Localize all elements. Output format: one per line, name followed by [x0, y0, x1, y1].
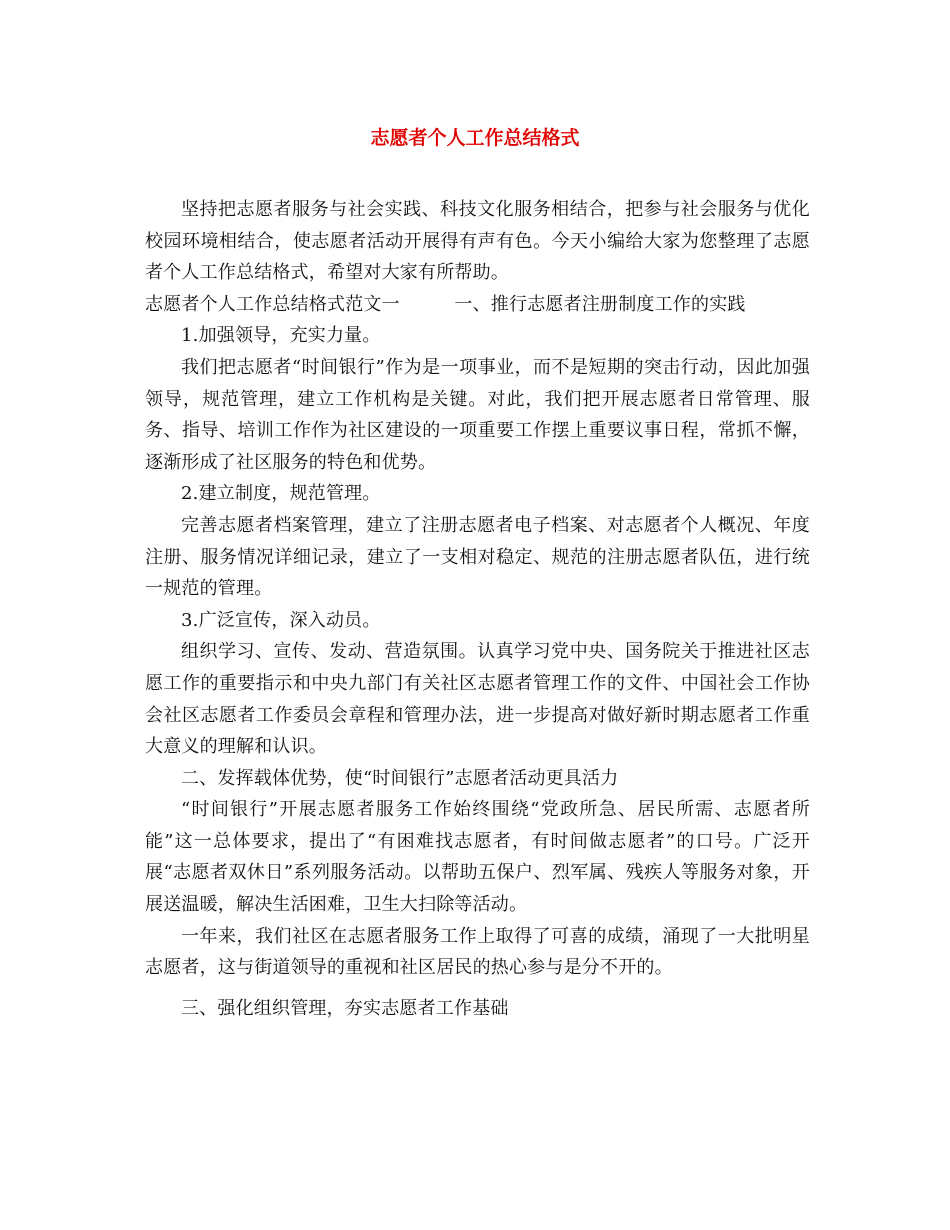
document-title: 志愿者个人工作总结格式 — [370, 127, 580, 149]
paragraph-achievements: 一年来，我们社区在志愿者服务工作上取得了可喜的成绩，涌现了一大批明星志愿者，这与街道领导的重视和社区居民的热心参与是分不开的。 — [145, 925, 810, 979]
section-heading-two: 二、发挥载体优势，使“时间银行”志愿者活动更具活力 — [181, 767, 619, 789]
document-body — [145, 194, 810, 1024]
paragraph-organize-study: 组织学习、宣传、发动、营造氛围。认真学习党中央、国务院关于推进社区志愿工作的重要指示和中央九部门有关社区志愿者管理工作的文件、中国社会工作协会社区志愿者工作委员会章程和管理办法，进一步提高对做好新时期志愿者工作重大意义的理解和认识。 — [145, 641, 810, 758]
section-heading-sample-one: 志愿者个人工作总结格式范文一 一、推行志愿者注册制度工作的实践 — [145, 293, 746, 315]
subheading-build-system: 2.建立制度，规范管理。 — [181, 483, 381, 505]
subheading-publicity: 3.广泛宣传，深入动员。 — [181, 609, 381, 631]
intro-paragraph: 坚持把志愿者服务与社会实践、科技文化服务相结合，把参与社会服务与优化校园环境相结合，使志愿者活动开展得有声有色。今天小编给大家为您整理了志愿者个人工作总结格式，希望对大家有所帮助。 — [145, 199, 810, 284]
paragraph-time-bank: 我们把志愿者“时间银行”作为是一项事业，而不是短期的突击行动，因此加强领导，规范管理，建立工作机构是关键。对此，我们把开展志愿者日常管理、服务、指导、培训工作作为社区建设的一项重要工作摆上重要议事日程，常抓不懈，逐渐形成了社区服务的特色和优势。 — [145, 356, 810, 473]
paragraph-archive-management: 完善志愿者档案管理，建立了注册志愿者电子档案、对志愿者个人概况、年度注册、服务情况详细记录，建立了一支相对稳定、规范的注册志愿者队伍，进行统一规范的管理。 — [145, 514, 810, 600]
section-heading-three: 三、强化组织管理，夯实志愿者工作基础 — [181, 997, 509, 1019]
subheading-strengthen-leadership: 1.加强领导，充实力量。 — [181, 325, 381, 347]
paragraph-service-work: “时间银行”开展志愿者服务工作始终围绕“党政所急、居民所需、志愿者所能”这一总体要求，提出了“有困难找志愿者，有时间做志愿者”的口号。广泛开展“志愿者双休日”系列服务活动。以帮助五保户、烈军属、残疾人等服务对象，开展送温暖，解决生活困难，卫生大扫除等活动。 — [145, 799, 810, 916]
